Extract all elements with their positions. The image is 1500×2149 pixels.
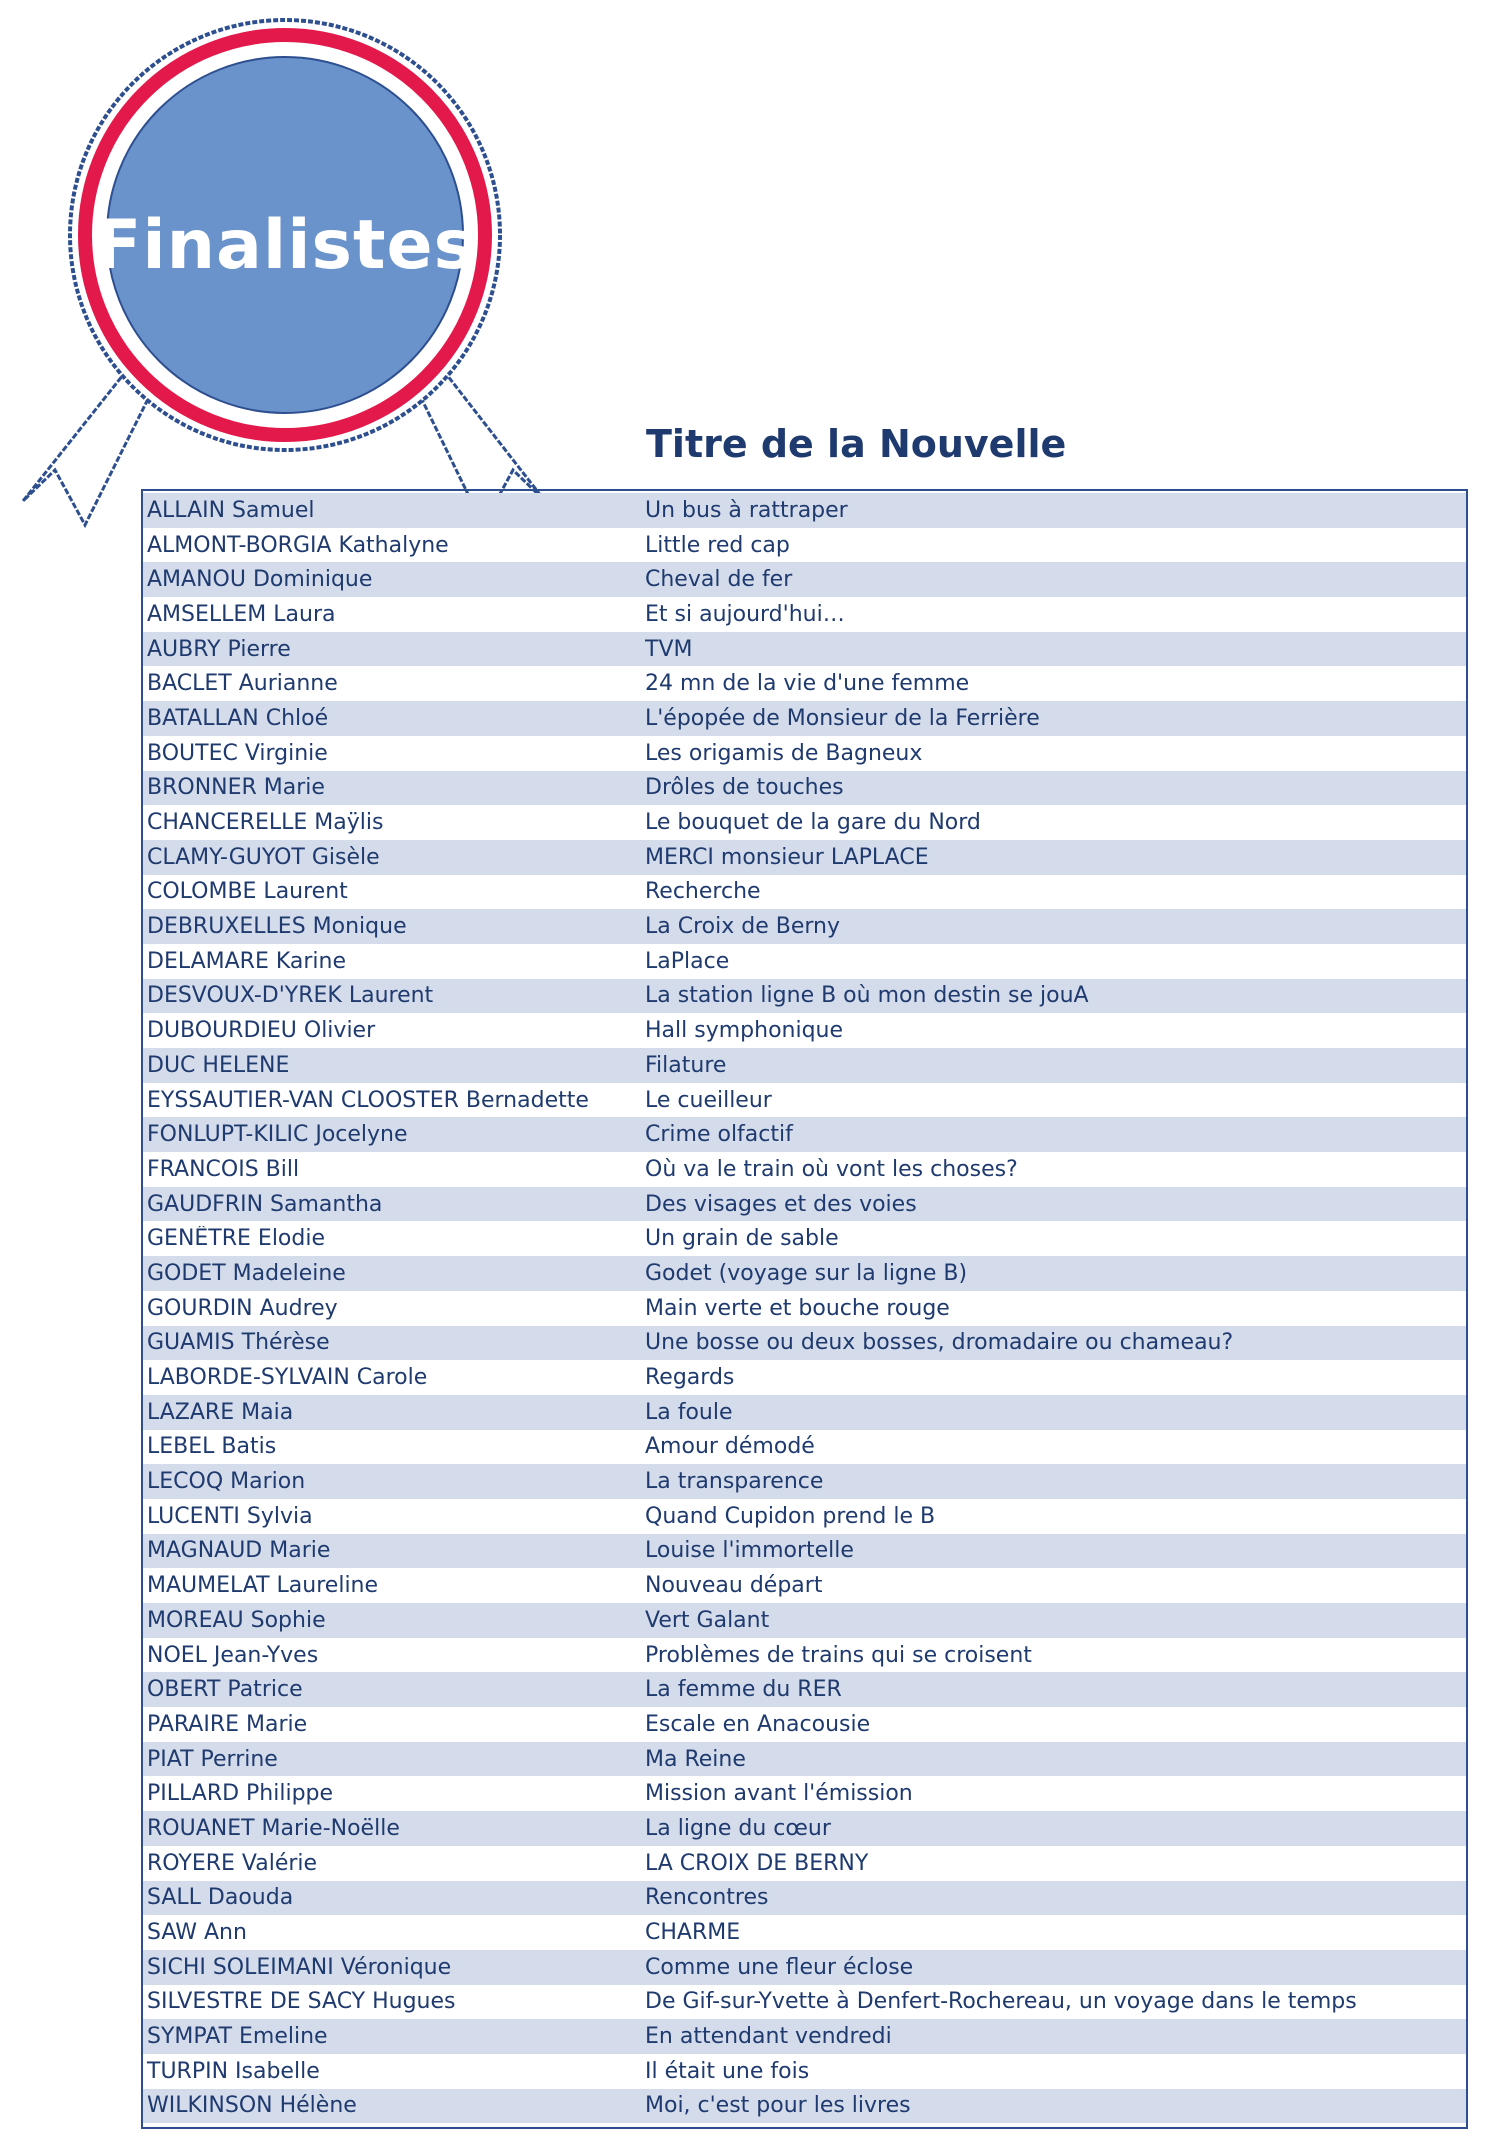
author-name: ROYERE Valérie [147, 1850, 318, 1876]
story-title: Les origamis de Bagneux [645, 740, 923, 766]
table-row [143, 1985, 1466, 2020]
author-name: OBERT Patrice [147, 1677, 303, 1703]
story-title: LaPlace [645, 948, 730, 974]
table-row [143, 875, 1466, 910]
table-row [143, 979, 1466, 1014]
table-row [143, 1221, 1466, 1256]
story-title: En attendant vendredi [645, 2024, 892, 2050]
story-title: Little red cap [645, 532, 790, 558]
author-name: SICHI SOLEIMANI Véronique [147, 1954, 452, 1980]
table-row [143, 1846, 1466, 1881]
table-row [143, 2019, 1466, 2054]
author-name: SYMPAT Emeline [147, 2024, 328, 2050]
author-name: CHANCERELLE Maÿlis [147, 810, 384, 836]
table-row [143, 1776, 1466, 1811]
author-name: MAGNAUD Marie [147, 1538, 331, 1564]
story-title: Drôles de touches [645, 775, 844, 801]
table-row [143, 666, 1466, 701]
table-row [143, 1326, 1466, 1361]
table-row [143, 1083, 1466, 1118]
author-name: WILKINSON Hélène [147, 2093, 357, 2119]
story-title: La station ligne B où mon destin se jouA [645, 983, 1089, 1009]
author-name: AUBRY Pierre [147, 636, 291, 662]
table-row [143, 1464, 1466, 1499]
story-title: Hall symphonique [645, 1018, 844, 1044]
table-row [143, 1152, 1466, 1187]
story-title: Quand Cupidon prend le B [645, 1503, 936, 1529]
author-name: DESVOUX-D'YREK Laurent [147, 983, 434, 1009]
author-name: COLOMBE Laurent [147, 879, 348, 905]
author-name: MOREAU Sophie [147, 1607, 326, 1633]
author-name: ROUANET Marie-Noëlle [147, 1815, 400, 1841]
story-title: Godet (voyage sur la ligne B) [645, 1260, 968, 1286]
story-title: Louise l'immortelle [645, 1538, 854, 1564]
table-row [143, 1395, 1466, 1430]
author-name: PILLARD Philippe [147, 1781, 334, 1807]
story-title: De Gif-sur-Yvette à Denfert-Rochereau, un voyage dans le temps [645, 1989, 1357, 2015]
author-name: MAUMELAT Laureline [147, 1573, 379, 1599]
table-row [143, 1360, 1466, 1395]
story-title: CHARME [645, 1920, 741, 1946]
story-title: Nouveau départ [645, 1573, 823, 1599]
author-name: GENÊTRE Elodie [147, 1226, 326, 1252]
story-title: Recherche [645, 879, 761, 905]
story-title: 24 mn de la vie d'une femme [645, 671, 970, 697]
story-title: Des visages et des voies [645, 1191, 917, 1217]
table-row [143, 701, 1466, 736]
story-title: Un grain de sable [645, 1226, 839, 1252]
story-title: Amour démodé [645, 1434, 815, 1460]
table-row [143, 1499, 1466, 1534]
table-row [143, 1672, 1466, 1707]
story-title: LA CROIX DE BERNY [645, 1850, 869, 1876]
story-title: Vert Galant [645, 1607, 770, 1633]
table-row [143, 1013, 1466, 1048]
finalistes-badge [15, 15, 555, 535]
author-name: AMSELLEM Laura [147, 601, 336, 627]
table-row [143, 493, 1466, 528]
author-name: LUCENTI Sylvia [147, 1503, 313, 1529]
story-title: L'épopée de Monsieur de la Ferrière [645, 705, 1040, 731]
author-name: BACLET Aurianne [147, 671, 338, 697]
table-row [143, 1048, 1466, 1083]
author-name: DUBOURDIEU Olivier [147, 1018, 376, 1044]
story-title: Rencontres [645, 1885, 769, 1911]
table-row [143, 1950, 1466, 1985]
badge-title: Finalistes [94, 206, 476, 285]
story-title: Filature [645, 1052, 727, 1078]
table-row [143, 528, 1466, 563]
author-name: TURPIN Isabelle [147, 2058, 320, 2084]
author-name: PIAT Perrine [147, 1746, 278, 1772]
story-title: Où va le train où vont les choses? [645, 1156, 1018, 1182]
table-row [143, 1117, 1466, 1152]
story-title: Cheval de fer [645, 567, 793, 593]
author-name: ALMONT-BORGIA Kathalyne [147, 532, 449, 558]
story-title: TVM [645, 636, 693, 662]
table-row [143, 1707, 1466, 1742]
story-title: Moi, c'est pour les livres [645, 2093, 911, 2119]
table-row [143, 1187, 1466, 1222]
finalists-table [141, 489, 1468, 2129]
table-row [143, 562, 1466, 597]
table-row [143, 840, 1466, 875]
story-title: Une bosse ou deux bosses, dromadaire ou chameau? [645, 1330, 1234, 1356]
story-title: La transparence [645, 1469, 824, 1495]
table-row [143, 1291, 1466, 1326]
story-title: Ma Reine [645, 1746, 746, 1772]
author-name: GOURDIN Audrey [147, 1295, 338, 1321]
table-row [143, 805, 1466, 840]
author-name: SAW Ann [147, 1920, 247, 1946]
table-row [143, 1430, 1466, 1465]
table-row [143, 1881, 1466, 1916]
author-name: DEBRUXELLES Monique [147, 914, 407, 940]
table-row [143, 597, 1466, 632]
story-title: Il était une fois [645, 2058, 810, 2084]
story-title: Problèmes de trains qui se croisent [645, 1642, 1032, 1668]
author-name: DELAMARE Karine [147, 948, 347, 974]
table-row [143, 1603, 1466, 1638]
table-row [143, 1568, 1466, 1603]
story-title: MERCI monsieur LAPLACE [645, 844, 929, 870]
table-row [143, 1638, 1466, 1673]
author-name: BRONNER Marie [147, 775, 325, 801]
author-name: NOEL Jean-Yves [147, 1642, 319, 1668]
table-row [143, 1256, 1466, 1291]
story-title: Et si aujourd'hui… [645, 601, 845, 627]
story-title: Le bouquet de la gare du Nord [645, 810, 981, 836]
story-title: Main verte et bouche rouge [645, 1295, 950, 1321]
table-row [143, 771, 1466, 806]
author-name: AMANOU Dominique [147, 567, 373, 593]
story-title: Un bus à rattraper [645, 497, 848, 523]
table-row [143, 632, 1466, 667]
table-row [143, 2089, 1466, 2124]
story-title: La ligne du cœur [645, 1815, 831, 1841]
author-name: LAZARE Maia [147, 1399, 294, 1425]
author-name: DUC HELENE [147, 1052, 290, 1078]
author-name: ALLAIN Samuel [147, 497, 315, 523]
table-row [143, 1742, 1466, 1777]
table-row [143, 944, 1466, 979]
story-title: La femme du RER [645, 1677, 842, 1703]
story-title: La foule [645, 1399, 733, 1425]
table-row [143, 2054, 1466, 2089]
story-title: Mission avant l'émission [645, 1781, 913, 1807]
story-title: Le cueilleur [645, 1087, 772, 1113]
table-row [143, 736, 1466, 771]
table-row [143, 1811, 1466, 1846]
author-name: GAUDFRIN Samantha [147, 1191, 383, 1217]
story-title: Escale en Anacousie [645, 1711, 871, 1737]
author-name: CLAMY-GUYOT Gisèle [147, 844, 380, 870]
author-name: FONLUPT-KILIC Jocelyne [147, 1122, 408, 1148]
story-title: Crime olfactif [645, 1122, 793, 1148]
story-title: Comme une fleur éclose [645, 1954, 914, 1980]
author-name: BOUTEC Virginie [147, 740, 328, 766]
table-row [143, 1534, 1466, 1569]
story-title: La Croix de Berny [645, 914, 840, 940]
author-name: FRANCOIS Bill [147, 1156, 300, 1182]
author-name: BATALLAN Chloé [147, 705, 329, 731]
author-name: LEBEL Batis [147, 1434, 277, 1460]
author-name: SILVESTRE DE SACY Hugues [147, 1989, 456, 2015]
author-name: GUAMIS Thérèse [147, 1330, 330, 1356]
author-name: SALL Daouda [147, 1885, 294, 1911]
author-name: LECOQ Marion [147, 1469, 306, 1495]
column-header-title: Titre de la Nouvelle [646, 422, 1067, 466]
author-name: PARAIRE Marie [147, 1711, 308, 1737]
story-title: Regards [645, 1365, 735, 1391]
author-name: EYSSAUTIER-VAN CLOOSTER Bernadette [147, 1087, 589, 1113]
author-name: GODET Madeleine [147, 1260, 346, 1286]
author-name: LABORDE-SYLVAIN Carole [147, 1365, 428, 1391]
table-row [143, 1915, 1466, 1950]
table-row [143, 909, 1466, 944]
